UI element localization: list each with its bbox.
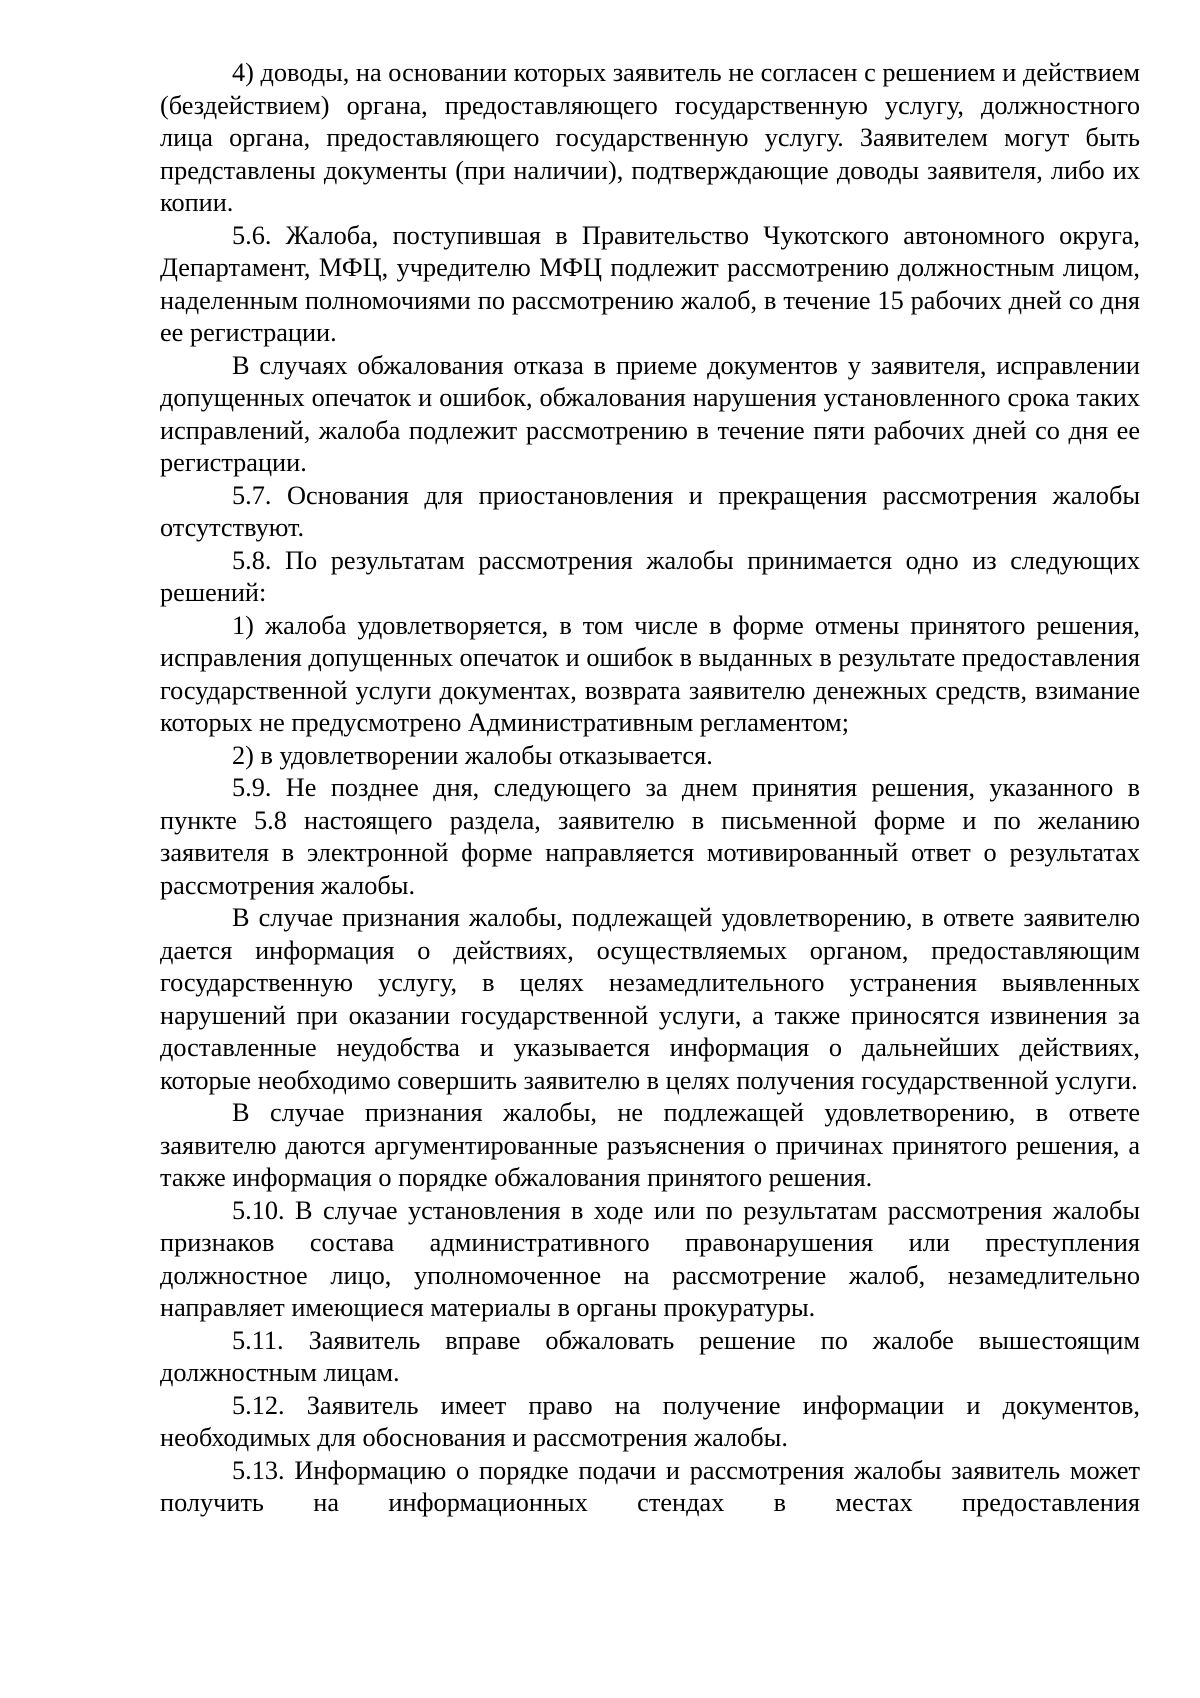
- paragraph-5-7: 5.7. Основания для приостановления и прекращения рассмотрения жалобы отсутствуют.: [160, 480, 1140, 542]
- paragraph-5-8: 5.8. По результатам рассмотрения жалобы принимается одно из следующих решений:: [160, 545, 1140, 607]
- paragraph-5-9-satisfied: В случае признания жалобы, подлежащей удовлетворению, в ответе заявителю дается информация о действиях, осуществляемых органом, предоставляющим государственную услугу, в целях незамедлительного устранения выявленных нарушений при оказании государственной услуги, а также приносятся извинения за доставленные неудобства и указывается информация о дальнейших действиях, которые необходимо совершить заявителю в целях получения государственной услуги.: [160, 903, 1140, 1095]
- paragraph-item-4: 4) доводы, на основании которых заявитель не согласен с решением и действием (бездействием) органа, предоставляющего государственную услугу, должностного лица органа, предоставляющего государственную услугу. Заявителем могут быть представлены документы (при наличии), подтверждающие доводы заявителя, либо их копии.: [160, 58, 1140, 217]
- paragraph-5-9: 5.9. Не позднее дня, следующего за днем принятия решения, указанного в пункте 5.8 настоящего раздела, заявителю в письменной форме и по желанию заявителя в электронной форме направляется мотивированный ответ о результатах рассмотрения жалобы.: [160, 773, 1140, 900]
- paragraph-5-10: 5.10. В случае установления в ходе или по результатам рассмотрения жалобы признаков состава административного правонарушения или преступления должностное лицо, уполномоченное на рассмотрение жалоб, незамедлительно направляет имеющиеся материалы в органы прокуратуры.: [160, 1195, 1140, 1322]
- paragraph-5-9-rejected: В случае признания жалобы, не подлежащей удовлетворению, в ответе заявителю даются аргументированные разъяснения о причинах принятого решения, а также информация о порядке обжалования принятого решения.: [160, 1098, 1140, 1192]
- paragraph-5-12: 5.12. Заявитель имеет право на получение информации и документов, необходимых для обоснования и рассмотрения жалобы.: [160, 1390, 1140, 1452]
- paragraph-5-8-item-1: 1) жалоба удовлетворяется, в том числе в форме отмены принятого решения, исправления допущенных опечаток и ошибок в выданных в результате предоставления государственной услуги документах, возврата заявителю денежных средств, взимание которых не предусмотрено Административным регламентом;: [160, 610, 1140, 737]
- paragraph-5-8-item-2: 2) в удовлетворении жалобы отказывается.: [232, 740, 713, 770]
- paragraph-5-11: 5.11. Заявитель вправе обжаловать решение по жалобе вышестоящим должностным лицам.: [160, 1325, 1140, 1387]
- paragraph-5-13: 5.13. Информацию о порядке подачи и рассмотрения жалобы заявитель может получить на информационных стендах в местах предоставления: [160, 1455, 1140, 1517]
- paragraph-5-6: 5.6. Жалоба, поступившая в Правительство Чукотского автономного округа, Департамент, МФЦ, учредителю МФЦ подлежит рассмотрению должностным лицом, наделенным полномочиями по рассмотрению жалоб, в течение 15 рабочих дней со дня ее регистрации.: [160, 220, 1140, 347]
- paragraph-5-6-appeal-refusal: В случаях обжалования отказа в приеме документов у заявителя, исправлении допущенных опечаток и ошибок, обжалования нарушения установленного срока таких исправлений, жалоба подлежит рассмотрению в течение пяти рабочих дней со дня ее регистрации.: [160, 350, 1140, 477]
